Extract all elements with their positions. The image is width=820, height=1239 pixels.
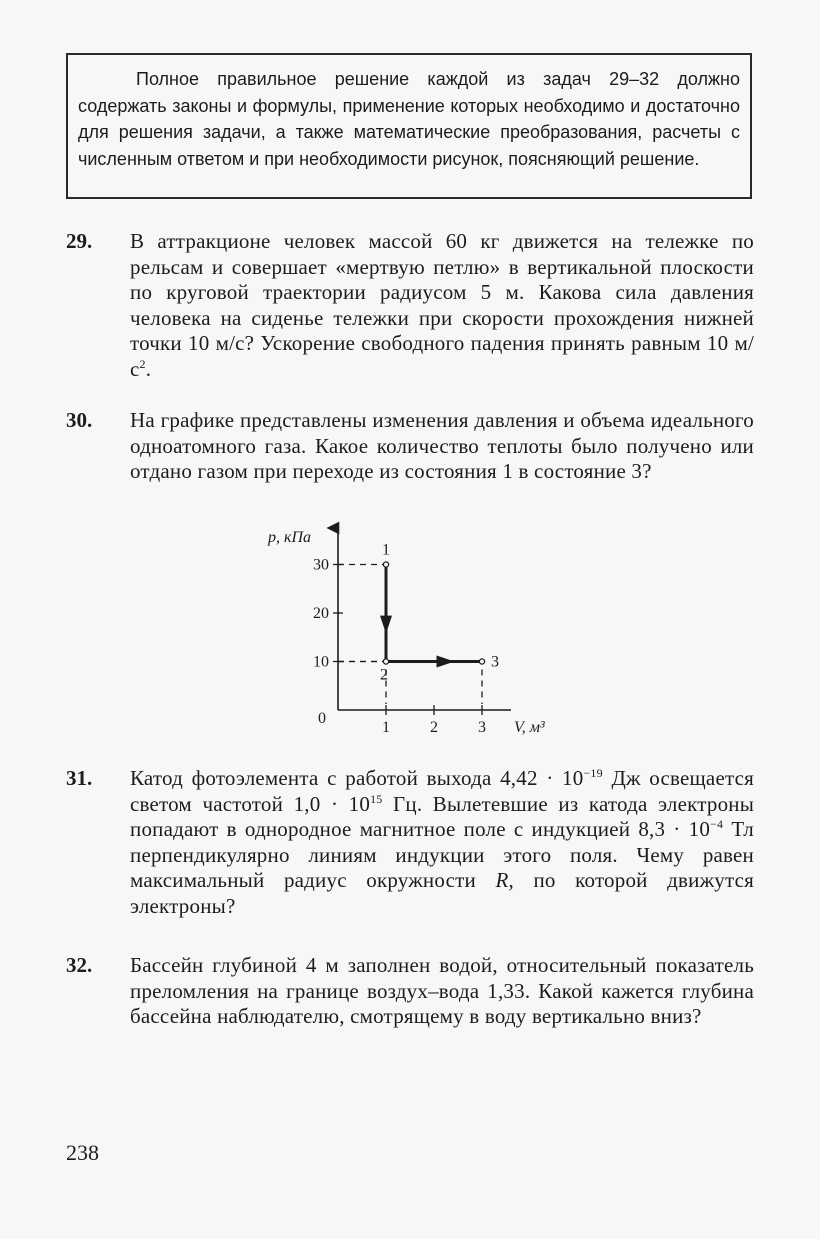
task-number: 31. (66, 766, 93, 790)
y-axis-label: p, кПа (268, 529, 312, 546)
y-tick-label: 20 (313, 605, 329, 622)
x-tick-label: 3 (478, 719, 486, 736)
process-arrow-1-2 (380, 616, 392, 634)
task-number: 30. (66, 408, 93, 432)
pv-graph (258, 518, 568, 740)
x-tick-label: 1 (382, 719, 390, 736)
origin-label: 0 (318, 710, 326, 727)
state-label-1: 1 (382, 541, 390, 559)
task-number: 32. (66, 953, 93, 977)
state-label-3: 3 (491, 653, 499, 671)
instructions-text: Полное правильное решение каждой из задач 29–32 должно содержать законы и формулы, применение которых необходимо и достаточно для решения задачи, а также математические преобразования, расчеты с численным ответом и при необходимости рисунок, поясняющий решение. (78, 69, 740, 169)
x-axis-label: V, м³ (514, 719, 545, 736)
y-tick-label: 30 (313, 556, 329, 574)
state-label-2: 2 (380, 666, 388, 684)
state-point-3 (479, 659, 484, 664)
task-text: Бассейн глубиной 4 м заполнен водой, относительный показатель преломления на границе воздух–вода 1,33. Какой кажется глубина бассейна наблюдателю, смотрящему в воду вертикально вниз? (130, 953, 754, 1028)
task-text: На графике представлены изменения давления и объема идеального одноатомного газа. Какое количество теплоты было получено или отдано газом при переходе из состояния 1 в состояние 3? (130, 408, 754, 483)
page-number: 238 (66, 1140, 99, 1165)
state-point-2 (383, 659, 388, 664)
y-tick-label: 10 (313, 653, 329, 671)
process-arrow-2-3 (437, 656, 455, 668)
task-text: Катод фотоэлемента с работой выхода $4,42 \cdot 10^{-19}$ Дж освещается светом частотой $1,0 \cdot 10^{15}$ Гц. Вылетевшие из катода электроны попадают в однородное магнитное поле с индукцией $8,3 \cdot 10^{-4}$ Тл перпендикулярно линиям индукции этого поля. Чему равен максимальный радиус окружности R, по которой движутся электроны? (130, 766, 755, 918)
x-tick-label: 2 (430, 719, 438, 736)
task-number: 29. (66, 229, 93, 253)
instructions-box (66, 53, 752, 199)
state-point-1 (383, 562, 388, 567)
task-text: В аттракционе человек массой 60 кг движется на тележке по рельсам и совершает «мертвую петлю» в вертикальной плоскости по круговой траектории радиусом 5 м. Какова сила давления человека на сиденье тележки при скорости прохождения нижней точки 10 м/с? Ускорение свободного падения принять равным 10 $м/с^2$. (130, 229, 754, 381)
